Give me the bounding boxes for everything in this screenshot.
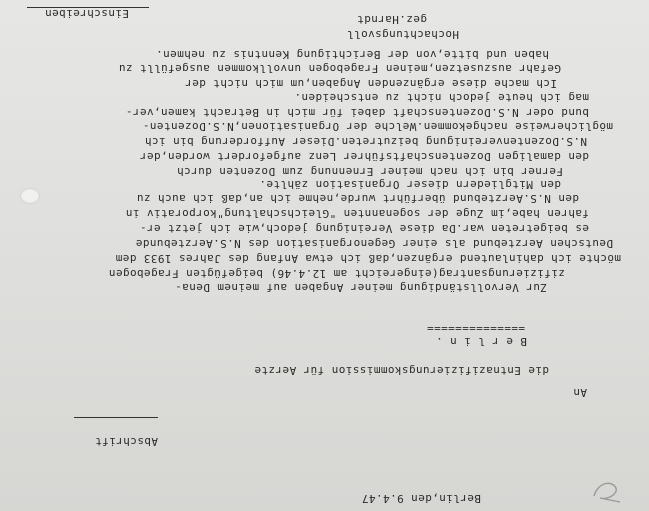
body-line: Deutschen Aerztebund als einer Gegenorganisation des N.S.Aerztebunde — [135, 237, 613, 250]
signature-line: gez.Harndt — [356, 13, 427, 26]
recipient-city-rule: ============== — [426, 322, 525, 335]
body-line: es beigetreten war.Da diese Vereinigung jedoch,wie ich jetzt er- — [139, 222, 589, 235]
copy-label: Abschrift — [94, 435, 158, 448]
body-line: fahren habe,im Zuge der sogenannten "Gleichschaltung"korporativ in — [125, 207, 589, 220]
pencil-mark-icon — [590, 476, 624, 504]
footer-note: Einschreiben — [44, 7, 129, 20]
recipient-organisation: die Entnazifizierungskommission für Aerzte — [254, 364, 549, 377]
body-line: möchte ich dahinlautend ergänzen,daß ich etwa Anfang des Jahres 1933 dem — [115, 252, 621, 265]
letter-date: Berlin,den 9.4.47 — [361, 492, 481, 505]
body-line: möglicherweise nachgekommen.Welche der Organisationen,N.S.Dozenten- — [142, 120, 613, 133]
body-line: haben und bitte,von der Berichtigung Kenntnis zu nehmen. — [155, 48, 549, 61]
body-line: Ich mache diese ergänzenden Angaben,um mich nicht der — [184, 77, 557, 90]
recipient-city: B e r l i n . — [435, 335, 527, 348]
copy-label-underline — [74, 417, 158, 418]
body-line: Zur Vervollständigung meiner Angaben auf meinem Dena- — [174, 281, 547, 294]
footer-note-overline — [27, 7, 149, 8]
body-line: bund oder N.S.Dozentenschaft dabei für mich in Betracht kamen,ver- — [125, 106, 589, 119]
body-line: Ferner bin ich nach meiner Ernennung zum Dozenten durch — [176, 165, 563, 178]
body-line: den N.S.Aerztebund überführt wurde,nehme ich an,daß ich auch zu — [136, 192, 579, 205]
body-line: Gefahr auszusetzen,meinen Fragebogen unvollkommen ausgefüllt zu — [118, 62, 561, 75]
body-line: den damaligen Dozentenschaftsführer Lenz aufgefordert worden,der — [139, 150, 589, 163]
punch-hole — [20, 188, 40, 204]
recipient-line: An — [572, 386, 587, 399]
body-line: N.S.Dozentenvereinigung beizutreten.Dieser Aufforderung bin ich — [144, 135, 587, 148]
body-line: mag ich heute jedoch nicht zu entscheiden. — [294, 91, 589, 104]
body-line: zifizierungsantrag(eingereicht am 12.4.46) beigefügten Fragebogen — [108, 267, 565, 280]
closing-line: Hochachtungsvoll — [346, 28, 459, 41]
body-line: den Mitgliedern dieser Organisation zählte. — [259, 178, 561, 191]
